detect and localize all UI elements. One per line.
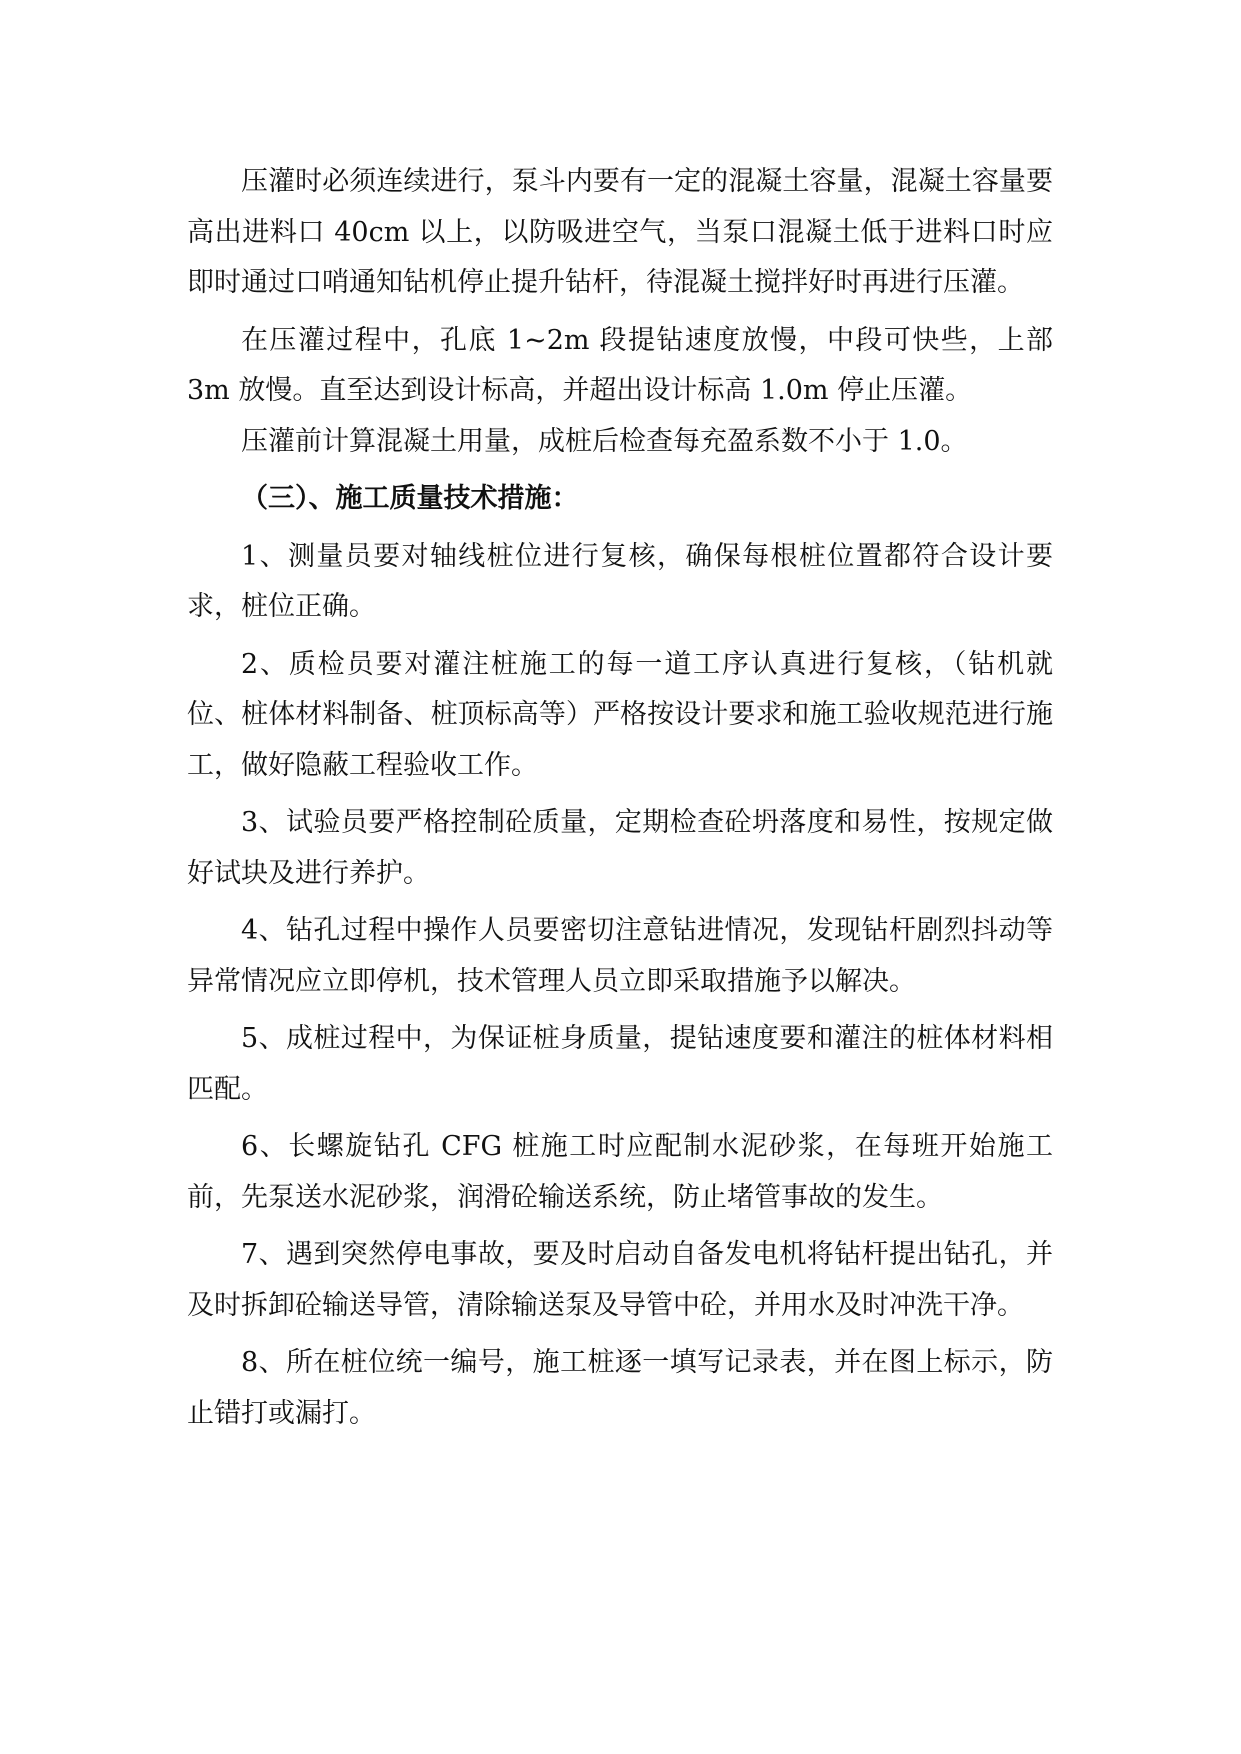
measure-item-8: 8、所在桩位统一编号，施工桩逐一填写记录表，并在图上标示，防止错打或漏打。 — [187, 1347, 1053, 1429]
measure-item-1: 1、测量员要对轴线桩位进行复核，确保每根桩位置都符合设计要求，桩位正确。 — [187, 540, 1053, 622]
paragraph-concrete-volume: 压灌前计算混凝土用量，成桩后检查每充盈系数不小于 1.0。 — [241, 425, 968, 457]
paragraph-drill-lift-speed: 在压灌过程中，孔底 1~2m 段提钻速度放慢，中段可快些，上部 3m 放慢。直至达到设计标高，并超出设计标高 1.0m 停止压灌。 — [187, 324, 1053, 406]
section-heading: （三）、施工质量技术措施： — [241, 483, 579, 514]
measure-item-2: 2、质检员要对灌注桩施工的每一道工序认真进行复核，（钻机就位、桩体材料制备、桩顶标高等）严格按设计要求和施工验收规范进行施工，做好隐蔽工程验收工作。 — [187, 648, 1053, 781]
measure-item-7: 7、遇到突然停电事故，要及时启动自备发电机将钻杆提出钻孔，并及时拆卸砼输送导管，清除输送泵及导管中砼，并用水及时冲洗干净。 — [187, 1239, 1053, 1321]
paragraph-continuous-grouting: 压灌时必须连续进行，泵斗内要有一定的混凝土容量，混凝土容量要高出进料口 40cm 以上，以防吸进空气，当泵口混凝土低于进料口时应即时通过口哨通知钻机停止提升钻杆，待混凝土搅拌好时再进行压灌。 — [187, 166, 1053, 298]
measure-item-5: 5、成桩过程中，为保证桩身质量，提钻速度要和灌注的桩体材料相匹配。 — [187, 1023, 1053, 1105]
measure-item-6: 6、长螺旋钻孔 CFG 桩施工时应配制水泥砂浆，在每班开始施工前，先泵送水泥砂浆，润滑砼输送系统，防止堵管事故的发生。 — [187, 1131, 1053, 1213]
measure-item-3: 3、试验员要严格控制砼质量，定期检查砼坍落度和易性，按规定做好试块及进行养护。 — [187, 807, 1053, 889]
document-body — [187, 157, 1053, 1446]
measure-item-4: 4、钻孔过程中操作人员要密切注意钻进情况，发现钻杆剧烈抖动等异常情况应立即停机，技术管理人员立即采取措施予以解决。 — [187, 915, 1053, 997]
